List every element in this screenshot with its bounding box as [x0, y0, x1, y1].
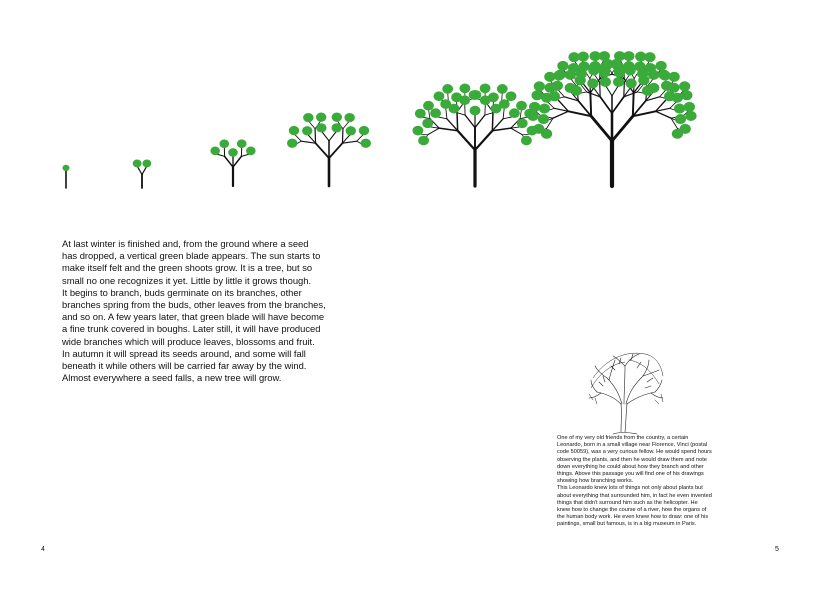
leaf-cluster — [599, 68, 610, 78]
main-text-line: has dropped, a vertical green blade appears. The sun starts to — [62, 250, 321, 262]
branch — [656, 111, 671, 118]
leaf-cluster — [246, 146, 256, 155]
leaf-cluster — [413, 126, 424, 136]
leaf-cluster — [346, 126, 356, 135]
side-text-line: things. Above this passage you will find one of his drawings — [557, 471, 704, 478]
main-text-line: At last winter is finished and, from the ground where a seed — [62, 238, 309, 249]
leaf-cluster — [554, 70, 565, 80]
branch — [458, 131, 475, 150]
branch — [321, 131, 329, 141]
leaf-cluster — [359, 126, 369, 135]
main-text-line: branches spring from the buds, other leaves from the branches, — [62, 299, 326, 311]
leaf-cluster — [237, 139, 247, 148]
leaf-cluster — [626, 78, 637, 88]
leaf-cluster — [568, 63, 579, 73]
branch — [503, 107, 504, 119]
leaf-cluster — [674, 103, 685, 113]
side-text-line: One of my very old friends from the country, a certain — [557, 435, 689, 441]
side-text-line: Leonardo, born in a small village near Florence, Vinci (postal — [557, 442, 708, 449]
leaf-cluster — [521, 136, 532, 146]
branch — [624, 82, 625, 96]
leaf-cluster — [517, 118, 528, 128]
leaf-cluster — [571, 86, 582, 96]
side-text-line: the human body work. He even knew how to draw: one of his — [557, 514, 709, 521]
leaf-cluster — [499, 99, 510, 109]
branch — [233, 156, 241, 167]
leaf-cluster — [648, 70, 659, 80]
branch — [342, 129, 343, 143]
leaf-cluster — [527, 111, 538, 121]
leaf-cluster — [361, 139, 371, 148]
side-text-line: paintings, small but famous, is in a big museum in Paris. — [557, 521, 697, 528]
main-text-line: beneath it while others will be carried far away by the wind. — [62, 360, 307, 372]
leaf-cluster — [588, 65, 599, 75]
branch — [600, 82, 601, 96]
leaf-cluster — [672, 93, 683, 103]
leaf-cluster — [332, 112, 342, 121]
leaf-cluster — [529, 102, 540, 112]
leaf-cluster — [538, 114, 549, 124]
branch — [633, 93, 634, 116]
leaf-cluster — [210, 146, 220, 155]
leaf-cluster — [430, 108, 441, 118]
main-text-line: In autumn it will spread its seeds around, and some will fall — [62, 347, 306, 359]
branch — [315, 129, 316, 143]
leaf-cluster — [302, 126, 312, 135]
leaf-cluster — [600, 77, 611, 87]
leaf-cluster — [133, 159, 142, 167]
leaf-cluster — [470, 106, 481, 116]
leaf-cluster — [509, 108, 520, 118]
page-number-left: 4 — [41, 546, 45, 553]
branch — [225, 156, 233, 167]
main-text-line: make itself felt and the green shoots grow. It is a tree, but so — [62, 262, 313, 274]
leaf-cluster — [672, 129, 683, 139]
tree-stage-3 — [210, 139, 255, 186]
leaf-cluster — [575, 75, 586, 85]
branch — [492, 112, 493, 131]
branch — [612, 116, 633, 141]
branch — [590, 93, 591, 116]
leonardo-tree-sketch — [585, 348, 665, 436]
leaf-cluster — [578, 61, 589, 71]
branch — [316, 143, 329, 158]
tree-stage-6 — [527, 51, 696, 186]
main-text-line: and so on. A few years later, that green blade will have become — [62, 311, 325, 323]
leaf-cluster — [459, 95, 470, 105]
main-text-line: Almost everywhere a seed falls, a new tree will grow. — [62, 372, 282, 384]
branch — [475, 115, 485, 128]
leaf-cluster — [219, 139, 229, 148]
main-text-line: wide branches which will produce leaves, blossoms and fruit. — [62, 335, 315, 347]
leaf-cluster — [539, 103, 550, 113]
leaf-cluster — [488, 92, 499, 102]
leaf-cluster — [289, 126, 299, 135]
leaf-cluster — [578, 51, 589, 61]
main-text-line: It begins to branch, buds germinate on its branches, other — [62, 286, 302, 298]
leaf-cluster — [449, 104, 460, 114]
leaf-cluster — [602, 59, 613, 69]
leaf-cluster — [422, 118, 433, 128]
side-text-line: knew how to change the course of a river, how the organs of — [557, 507, 707, 514]
side-text-line: code 50059), was a very curious fellow. He would spend hours — [557, 449, 712, 456]
leaf-cluster — [623, 61, 634, 71]
branch — [600, 97, 612, 113]
leaf-cluster — [669, 72, 680, 82]
leaf-cluster — [549, 91, 560, 101]
tree-stage-4 — [287, 112, 371, 186]
leaf-cluster — [679, 81, 690, 91]
leaf-cluster — [648, 83, 659, 93]
leaf-cluster — [497, 84, 508, 94]
branch — [329, 143, 342, 158]
leaf-cluster — [532, 90, 543, 100]
tree-stage-2 — [133, 159, 152, 188]
leaf-cluster — [480, 83, 491, 93]
branch — [446, 107, 447, 119]
side-text-line: about everything that surrounded him, in fact he even invented — [557, 492, 712, 499]
leaf-cluster — [316, 123, 326, 132]
leaf-cluster — [516, 101, 527, 111]
leaf-cluster — [418, 136, 429, 146]
leaf-cluster — [685, 111, 696, 121]
leaf-cluster — [434, 91, 445, 101]
leaf-cluster — [287, 139, 297, 148]
leaf-cluster — [303, 113, 313, 122]
branch — [612, 97, 624, 113]
leaf-cluster — [316, 112, 326, 121]
side-text-line: down everything he could about how they branch and other — [557, 463, 704, 470]
leaf-cluster — [534, 81, 545, 91]
leaf-cluster — [552, 81, 563, 91]
side-text-line: showing how branching works. — [557, 478, 634, 485]
leaf-cluster — [423, 101, 434, 111]
leaf-cluster — [63, 165, 70, 171]
page-number-right: 5 — [775, 546, 779, 553]
branch — [511, 128, 523, 135]
leaf-cluster — [470, 90, 481, 100]
leaf-cluster — [142, 159, 151, 167]
leaf-cluster — [637, 69, 648, 79]
side-text-line: things that didn't surround him such as the helicopter. He — [557, 499, 698, 506]
leaf-cluster — [587, 78, 598, 88]
branch — [465, 115, 475, 128]
leaf-cluster — [344, 113, 354, 122]
leaf-cluster — [506, 91, 517, 101]
side-text — [557, 435, 782, 529]
leaf-cluster — [415, 109, 426, 119]
leaf-cluster — [613, 62, 624, 72]
leaf-cluster — [668, 83, 679, 93]
tree-stage-5 — [413, 83, 538, 186]
side-text-line: observing the plants, and then he would draw them and note — [557, 456, 707, 463]
leaf-cluster — [684, 102, 695, 112]
branch — [475, 131, 492, 150]
leaf-cluster — [655, 61, 666, 71]
branch — [591, 116, 612, 141]
leaf-cluster — [228, 148, 238, 157]
leaf-cluster — [675, 114, 686, 124]
branch — [457, 112, 458, 131]
leaf-cluster — [681, 90, 692, 100]
main-text-line: small no one recognizes it yet. Little by little it grows though. — [62, 274, 312, 286]
leaf-cluster — [644, 52, 655, 62]
tree-stage-1 — [63, 165, 70, 188]
branch — [553, 111, 568, 118]
leaf-cluster — [460, 83, 471, 93]
leaf-cluster — [331, 123, 341, 132]
main-text-line: a fine trunk covered in boughs. Later still, it will have produced — [62, 323, 321, 335]
main-text — [62, 238, 362, 384]
leaf-cluster — [623, 51, 634, 61]
side-text-line: This Leonardo knew lots of things not only about plants but — [557, 485, 703, 492]
leaf-cluster — [442, 84, 453, 94]
branch — [329, 131, 337, 141]
leaf-cluster — [557, 61, 568, 71]
branch — [428, 128, 440, 135]
leaf-cluster — [613, 77, 624, 87]
leaf-cluster — [533, 124, 544, 134]
